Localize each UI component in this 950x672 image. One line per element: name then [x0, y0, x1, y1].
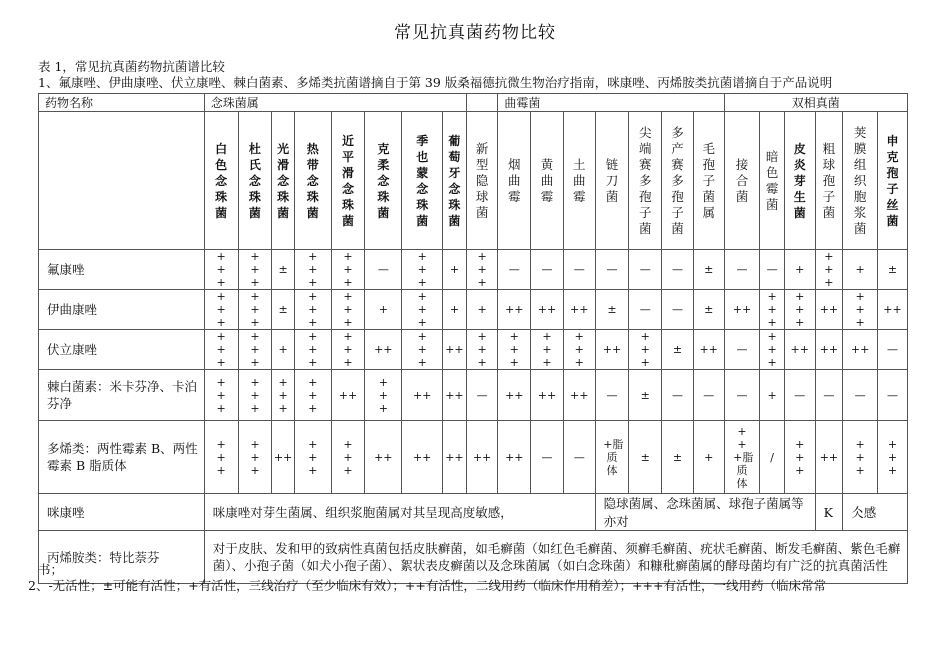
activity-value: ++: [537, 303, 557, 316]
activity-cell: [595, 370, 629, 421]
miconazole-text-3: K: [815, 494, 843, 531]
activity-value: ++: [699, 343, 718, 356]
column-header: [402, 112, 443, 250]
column-header-label: 尖端赛多孢子菌: [638, 124, 652, 236]
activity-cell: [498, 421, 531, 494]
activity-value: —: [671, 303, 683, 316]
group-aspergillus: 曲霉菌: [498, 94, 724, 112]
activity-value: +++: [250, 290, 260, 329]
column-header: [331, 112, 365, 250]
activity-cell: [760, 330, 785, 370]
table-row: [39, 421, 908, 494]
column-header: [878, 112, 908, 250]
activity-cell: [693, 330, 724, 370]
activity-cell: [595, 421, 629, 494]
activity-cell: [629, 421, 662, 494]
activity-cell: [331, 290, 365, 330]
activity-cell: [629, 290, 662, 330]
activity-value: ±: [607, 303, 617, 316]
activity-value: ++: [472, 450, 492, 464]
activity-value: +++: [343, 290, 353, 329]
activity-cell: [629, 330, 662, 370]
activity-cell: [878, 290, 908, 330]
activity-cell: [815, 330, 843, 370]
miconazole-text-1: 咪康唑对芽生菌属、组织浆胞菌属对其呈现高度敏感，: [204, 494, 595, 531]
activity-cell: [878, 421, 908, 494]
activity-value: +++: [308, 290, 318, 329]
activity-cell: [784, 330, 815, 370]
activity-value: +++: [767, 290, 777, 329]
activity-cell: [843, 250, 878, 290]
column-header: [365, 112, 402, 250]
legend-line: 2、-无活性；±可能有活性；+有活性，三线治疗（至少临床有效）；++有活性，二线用药（临床作用稍差）；+++有活性，一线用药（临床常常: [28, 578, 826, 593]
activity-cell: [563, 370, 595, 421]
activity-value: ++: [570, 303, 589, 316]
drug-name: 伏立康唑: [39, 330, 205, 370]
activity-cell: [784, 290, 815, 330]
activity-value: ±: [672, 343, 683, 356]
column-header-label: 申克孢子丝菌: [886, 133, 899, 228]
activity-value: ++: [505, 450, 524, 464]
activity-value: +++: [767, 330, 777, 369]
activity-cell: [498, 330, 531, 370]
activity-value: ±: [640, 388, 650, 402]
activity-value: +++: [542, 330, 552, 369]
activity-cell: [402, 370, 443, 421]
activity-value: ++: [445, 450, 464, 464]
drug-name: 咪康唑: [39, 494, 205, 531]
activity-cell: [784, 250, 815, 290]
activity-value: +++: [308, 250, 318, 289]
activity-value: +: [449, 303, 460, 316]
activity-cell: [238, 330, 272, 370]
activity-value: +++: [343, 250, 353, 289]
activity-cell: [443, 330, 467, 370]
column-header: [204, 112, 238, 250]
activity-cell: [294, 370, 331, 421]
activity-value: ++: [602, 343, 622, 356]
column-header: [443, 112, 467, 250]
activity-value: —: [671, 388, 683, 402]
activity-cell: [531, 370, 564, 421]
activity-value: +++脂质体: [733, 424, 754, 490]
activity-cell: [531, 290, 564, 330]
activity-value: ++: [338, 388, 358, 402]
activity-cell: [365, 370, 402, 421]
activity-value: —: [573, 450, 585, 464]
drug-name-header: 药物名称: [39, 94, 205, 112]
activity-value: —: [476, 388, 488, 402]
activity-cell: [815, 250, 843, 290]
drug-name: 多烯类：两性霉素 B、两性霉素 B 脂质体: [39, 421, 205, 494]
activity-value: ++: [412, 450, 432, 464]
activity-cell: [402, 250, 443, 290]
activity-value: ++: [850, 343, 870, 356]
footer-line-1: 书；: [38, 562, 64, 577]
drug-name: 氟康唑: [39, 250, 205, 290]
activity-cell: [784, 370, 815, 421]
activity-cell: [563, 290, 595, 330]
activity-cell: [204, 370, 238, 421]
activity-value: —: [766, 263, 778, 276]
activity-value: —: [541, 450, 553, 464]
activity-cell: [294, 290, 331, 330]
antifungal-spectrum-table: [38, 93, 908, 584]
activity-value: +++: [216, 250, 226, 289]
activity-value: ++: [732, 303, 752, 316]
activity-value: +: [378, 303, 388, 316]
activity-value: +++: [417, 250, 427, 289]
activity-value: +: [477, 303, 487, 316]
activity-cell: [365, 421, 402, 494]
activity-cell: [238, 421, 272, 494]
activity-value: ±: [672, 450, 683, 464]
drug-name: 丙烯胺类：特比萘芬: [39, 531, 205, 584]
table-row: [39, 370, 908, 421]
activity-cell: [294, 250, 331, 290]
activity-cell: [466, 421, 498, 494]
column-header-label: 克柔念珠菌: [377, 141, 390, 220]
activity-value: +++: [795, 437, 805, 477]
activity-cell: [204, 421, 238, 494]
activity-value: ++: [505, 303, 524, 316]
activity-value: —: [887, 388, 898, 402]
column-header-label: 近平滑念珠菌: [342, 133, 355, 228]
activity-cell: [272, 370, 295, 421]
activity-cell: [402, 330, 443, 370]
activity-value: ++: [819, 450, 839, 464]
activity-value: +++: [216, 290, 226, 329]
column-header-label: 光滑念珠菌: [277, 141, 290, 220]
activity-value: ±: [887, 263, 898, 276]
activity-cell: [760, 250, 785, 290]
activity-cell: [272, 250, 295, 290]
column-header: [498, 112, 531, 250]
activity-value: +++: [574, 330, 584, 369]
activity-value: —: [887, 343, 898, 356]
activity-cell: [629, 370, 662, 421]
activity-value: +++: [250, 330, 260, 369]
activity-cell: [402, 290, 443, 330]
drug-name: 伊曲康唑: [39, 290, 205, 330]
activity-cell: [843, 290, 878, 330]
column-header-label: 多产赛多孢子菌: [671, 124, 684, 236]
activity-value: ++: [273, 450, 293, 464]
activity-cell: [331, 330, 365, 370]
activity-value: ++: [374, 343, 393, 356]
activity-cell: [784, 421, 815, 494]
activity-cell: [693, 370, 724, 421]
column-header: [294, 112, 331, 250]
column-header-label: 烟曲霉: [508, 156, 521, 204]
activity-cell: [498, 370, 531, 421]
activity-value: +++: [216, 330, 226, 369]
activity-cell: [294, 330, 331, 370]
activity-cell: [443, 290, 467, 330]
column-header-label: 葡萄牙念珠菌: [448, 133, 461, 228]
activity-value: +++: [343, 330, 353, 369]
activity-value: +++: [278, 375, 288, 415]
activity-cell: [843, 421, 878, 494]
activity-cell: [595, 250, 629, 290]
group-candida: 念珠菌属: [204, 94, 466, 112]
column-header: [238, 112, 272, 250]
table-row: [39, 330, 908, 370]
activity-value: ++: [790, 343, 809, 356]
page-title: 常见抗真菌药物比较: [394, 23, 556, 43]
activity-cell: [272, 290, 295, 330]
activity-cell: [531, 421, 564, 494]
activity-cell: [466, 250, 498, 290]
activity-value: —: [541, 263, 553, 276]
activity-value: ++: [412, 388, 432, 402]
activity-cell: [662, 370, 694, 421]
activity-cell: [724, 370, 760, 421]
activity-value: +++: [308, 437, 318, 477]
miconazole-text-4: 仌感: [843, 494, 908, 531]
activity-value: —: [508, 263, 520, 276]
activity-cell: [724, 250, 760, 290]
activity-cell: [466, 370, 498, 421]
activity-value: +++: [216, 375, 226, 415]
column-header-label: 新型隐球菌: [475, 140, 489, 220]
column-header-label: 链刀菌: [605, 156, 619, 204]
column-header-label: 季也蒙念珠菌: [416, 133, 429, 228]
column-header: [693, 112, 724, 250]
activity-value: +++: [477, 330, 487, 369]
activity-value: —: [639, 263, 651, 276]
activity-value: +: [795, 263, 805, 276]
activity-cell: [693, 421, 724, 494]
activity-cell: [724, 330, 760, 370]
allylamine-text: 对于皮肤、发和甲的致病性真菌包括皮肤癣菌，如毛癣菌（如红色毛癣菌、须癣毛癣菌、疣状毛癣菌、断发毛癣菌、紫色毛癣菌）、小孢子菌（如犬小孢子菌）、絮状表皮癣菌以及念珠菌属（如白念珠菌）和糠秕癣菌属的酵母菌均有广泛的抗真菌活性: [204, 531, 907, 584]
header-blank: [39, 112, 205, 250]
activity-value: —: [736, 263, 748, 276]
activity-value: +++: [343, 437, 353, 477]
activity-cell: [531, 250, 564, 290]
column-header-label: 暗色霉菌: [765, 148, 779, 212]
activity-cell: [238, 250, 272, 290]
activity-cell: [878, 330, 908, 370]
column-header-label: 土曲霉: [573, 156, 586, 204]
column-header: [760, 112, 785, 250]
activity-value: —: [736, 388, 748, 402]
column-header: [815, 112, 843, 250]
activity-value: +++: [640, 330, 650, 369]
activity-value: ++: [374, 450, 393, 464]
activity-cell: [272, 421, 295, 494]
activity-value: +++: [855, 290, 865, 329]
activity-cell: [531, 330, 564, 370]
activity-cell: [331, 370, 365, 421]
activity-cell: [724, 290, 760, 330]
activity-cell: [294, 421, 331, 494]
column-header: [595, 112, 629, 250]
column-header-label: 热带念珠菌: [306, 141, 319, 220]
activity-value: +++: [855, 437, 865, 477]
activity-value: ++: [537, 388, 557, 402]
column-header: [629, 112, 662, 250]
activity-cell: [365, 330, 402, 370]
activity-cell: [365, 250, 402, 290]
activity-cell: [662, 290, 694, 330]
activity-value: —: [606, 388, 618, 402]
table-row: [39, 250, 908, 290]
activity-cell: [238, 370, 272, 421]
activity-value: ++: [570, 388, 589, 402]
activity-value: —: [854, 388, 866, 402]
activity-value: +++: [795, 290, 805, 329]
activity-cell: [724, 421, 760, 494]
activity-value: +++: [250, 250, 260, 289]
miconazole-text-2: 隐球菌属、念珠菌属、球孢子菌属等亦对: [595, 494, 815, 531]
activity-value: ±: [278, 303, 288, 316]
column-header: [272, 112, 295, 250]
activity-value: ±: [704, 303, 714, 316]
activity-value: +++: [216, 437, 226, 477]
activity-value: —: [377, 263, 389, 276]
activity-cell: [693, 290, 724, 330]
activity-cell: [443, 421, 467, 494]
activity-cell: [693, 250, 724, 290]
activity-cell: [365, 290, 402, 330]
activity-cell: [629, 250, 662, 290]
activity-cell: [815, 290, 843, 330]
activity-cell: [563, 330, 595, 370]
activity-cell: [443, 370, 467, 421]
activity-value: +++: [308, 375, 318, 415]
activity-value: ++: [819, 343, 839, 356]
activity-cell: [331, 421, 365, 494]
activity-value: ++: [445, 388, 464, 402]
activity-value: ±: [278, 263, 288, 276]
activity-cell: [498, 290, 531, 330]
activity-value: —: [794, 388, 806, 402]
activity-value: +: [767, 388, 777, 402]
activity-value: —: [639, 303, 651, 316]
activity-cell: [595, 330, 629, 370]
column-header: [662, 112, 694, 250]
table-caption: 表 1，常见抗真菌药物抗菌谱比较: [38, 59, 225, 74]
activity-value: —: [606, 263, 618, 276]
activity-value: ++: [883, 303, 902, 316]
activity-value: —: [703, 388, 715, 402]
column-header-label: 粗球孢子菌: [822, 140, 836, 220]
activity-cell: [878, 250, 908, 290]
activity-cell: [815, 421, 843, 494]
activity-cell: [563, 421, 595, 494]
activity-value: +++: [250, 375, 260, 415]
activity-cell: [204, 290, 238, 330]
activity-cell: [331, 250, 365, 290]
source-note: 1、氟康唑、伊曲康唑、伏立康唑、棘白菌素、多烯类抗菌谱摘自于第 39 版桑福德抗微生物治疗指南，咪康唑、丙烯胺类抗菌谱摘自于产品说明: [38, 75, 833, 90]
table-row: [39, 290, 908, 330]
activity-value: —: [823, 388, 835, 402]
activity-value: +: [449, 263, 460, 276]
activity-cell: [595, 290, 629, 330]
activity-cell: [204, 330, 238, 370]
activity-cell: [238, 290, 272, 330]
activity-cell: [662, 330, 694, 370]
activity-value: ±: [640, 450, 650, 464]
activity-value: ++: [505, 388, 524, 402]
column-header: [784, 112, 815, 250]
activity-value: +++: [477, 250, 487, 289]
activity-cell: [662, 250, 694, 290]
activity-value: +++: [378, 375, 388, 415]
activity-cell: [204, 250, 238, 290]
activity-value: /: [770, 450, 774, 464]
activity-value: +: [704, 450, 714, 464]
activity-cell: [815, 370, 843, 421]
column-header-label: 皮炎芽生菌: [793, 141, 806, 220]
activity-value: +++: [824, 250, 834, 289]
activity-cell: [498, 250, 531, 290]
activity-value: ±: [704, 263, 714, 276]
activity-cell: [563, 250, 595, 290]
activity-cell: [443, 250, 467, 290]
column-header-label: 接合菌: [735, 156, 749, 204]
activity-value: ++: [819, 303, 839, 316]
activity-value: +脂质体: [603, 437, 624, 477]
activity-cell: [760, 421, 785, 494]
activity-value: +: [855, 263, 865, 276]
column-header: [724, 112, 760, 250]
activity-value: —: [573, 263, 585, 276]
activity-cell: [466, 330, 498, 370]
activity-cell: [466, 290, 498, 330]
activity-value: ++: [445, 343, 464, 356]
activity-value: +++: [417, 330, 427, 369]
column-header-label: 白色念珠菌: [215, 141, 228, 220]
activity-value: +++: [887, 437, 898, 477]
activity-value: —: [736, 343, 748, 356]
activity-cell: [662, 421, 694, 494]
activity-cell: [760, 290, 785, 330]
activity-cell: [272, 330, 295, 370]
activity-cell: [843, 370, 878, 421]
activity-cell: [402, 421, 443, 494]
activity-cell: [843, 330, 878, 370]
column-header-label: 毛孢子菌属: [702, 140, 715, 220]
activity-value: —: [671, 263, 683, 276]
group-dimorphic: 双相真菌: [724, 94, 907, 112]
column-header-label: 杜氏念珠菌: [248, 141, 261, 220]
column-header: [466, 112, 498, 250]
column-header: [563, 112, 595, 250]
column-header-label: 黄曲霉: [540, 156, 554, 204]
column-header: [531, 112, 564, 250]
column-header-label: 荚膜组织胞浆菌: [853, 124, 867, 236]
activity-value: +: [278, 343, 288, 356]
column-header: [843, 112, 878, 250]
activity-value: +++: [308, 330, 318, 369]
drug-name: 棘白菌素：米卡芬净、卡泊芬净: [39, 370, 205, 421]
activity-cell: [878, 370, 908, 421]
activity-value: +++: [250, 437, 260, 477]
activity-cell: [760, 370, 785, 421]
activity-value: +++: [509, 330, 519, 369]
activity-value: +++: [417, 290, 427, 329]
